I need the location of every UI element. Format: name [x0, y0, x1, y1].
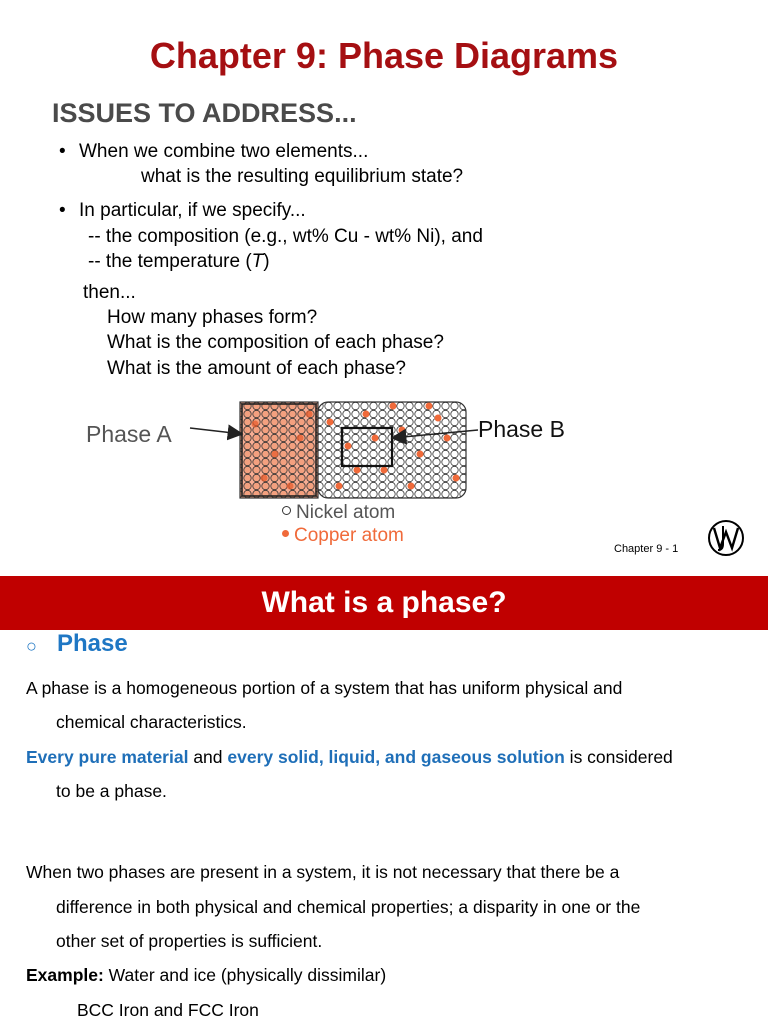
circle-bullet-icon: ○ — [26, 636, 37, 656]
then-text: then... — [83, 282, 136, 303]
section-banner: What is a phase? — [0, 576, 768, 630]
issues-heading: ISSUES TO ADDRESS... — [52, 98, 357, 128]
phase-a-arrow — [190, 428, 242, 434]
paragraph-line: other set of properties is sufficient. — [56, 931, 323, 951]
paragraph-line: to be a phase. — [56, 781, 167, 801]
question-text: How many phases form? — [107, 307, 318, 328]
paragraph-line: Every pure material and every solid, liquid, and gaseous solution is considered — [26, 747, 673, 767]
copper-atom-icon — [282, 530, 289, 537]
bullet-subline: -- the temperature (T) — [88, 251, 270, 272]
phase-a-grain — [240, 402, 318, 498]
slide-footer: Chapter 9 - 1 — [614, 543, 679, 555]
phase-heading: Phase — [57, 630, 128, 657]
phase-a-label: Phase A — [86, 421, 172, 447]
microstructure-diagram — [180, 394, 600, 510]
paragraph-line: difference in both physical and chemical properties; a disparity in one or the — [56, 897, 641, 917]
phase-b-label: Phase B — [478, 416, 565, 442]
paragraph-line: chemical characteristics. — [56, 712, 247, 732]
example-line: BCC Iron and FCC Iron — [77, 1000, 259, 1020]
nickel-atom-icon — [282, 506, 291, 515]
paragraph-line: When two phases are present in a system, it is not necessary that there be a — [26, 862, 620, 882]
question-text: What is the composition of each phase? — [107, 332, 444, 353]
example-line: Example: Water and ice (physically dissimilar) — [26, 965, 387, 985]
bullet-line: • In particular, if we specify... — [79, 198, 306, 223]
temperature-variable: T — [251, 251, 264, 272]
slide-title: Chapter 9: Phase Diagrams — [149, 35, 619, 76]
bullet-line: • When we combine two elements... — [79, 139, 368, 164]
legend-copper: Copper atom — [282, 525, 404, 547]
publisher-logo-icon — [706, 518, 746, 558]
legend-nickel: Nickel atom — [282, 502, 395, 524]
bullet-subline: what is the resulting equilibrium state? — [141, 166, 464, 187]
paragraph-line: A phase is a homogeneous portion of a system that has uniform physical and — [26, 678, 623, 698]
bullet-subline: -- the composition (e.g., wt% Cu - wt% Ni), and — [88, 226, 483, 247]
question-text: What is the amount of each phase? — [107, 358, 406, 379]
